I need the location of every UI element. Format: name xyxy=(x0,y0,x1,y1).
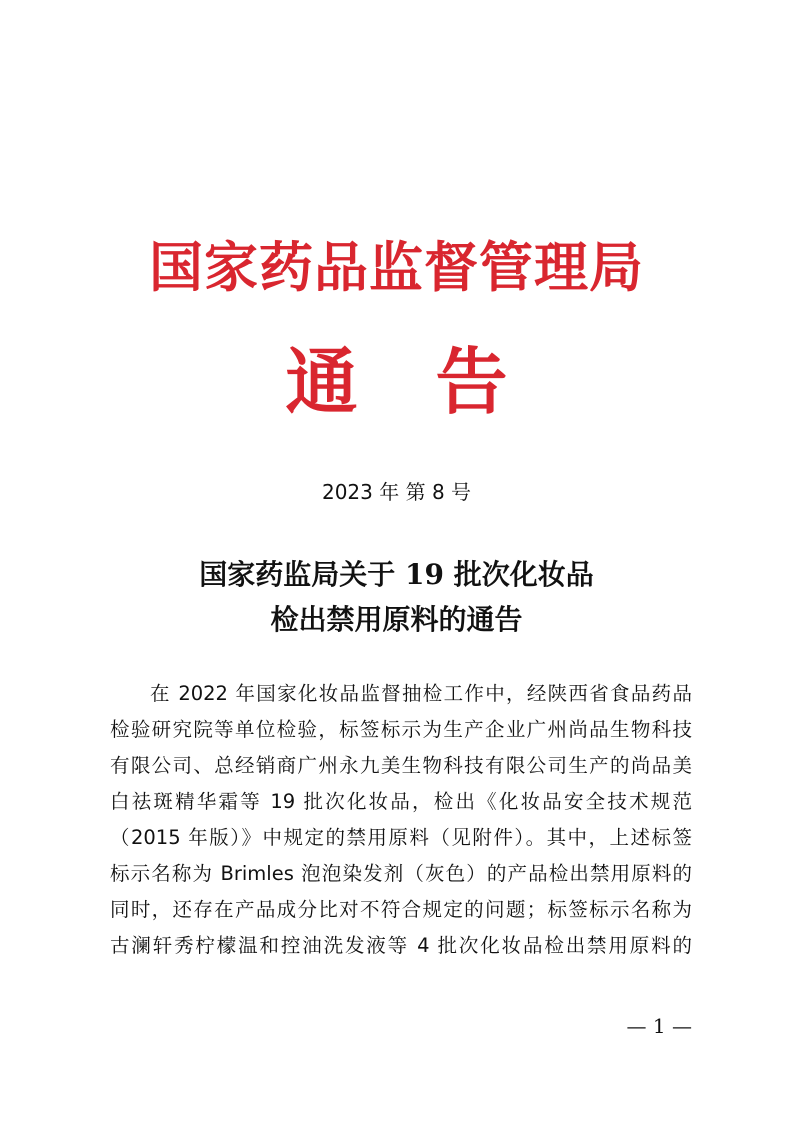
body-line-7: 同时，还存在产品成分比对不符合规定的问题；标签标示名称为 xyxy=(110,898,692,921)
document-title-line-2: 检出禁用原料的通告 xyxy=(270,603,523,636)
body-line-3: 有限公司、总经销商广州永九美生物科技有限公司生产的尚品美 xyxy=(110,754,692,777)
notice-char-1: 通 xyxy=(285,339,358,424)
body-line-4: 白祛斑精华霜等 19 批次化妆品，检出《化妆品安全技术规范 xyxy=(110,790,692,813)
body-line-2: 检验研究院等单位检验，标签标示为生产企业广州尚品生物科技 xyxy=(110,718,692,741)
body-line-5: （2015 年版）》中规定的禁用原料（见附件）。其中，上述标签 xyxy=(110,826,692,849)
agency-title: 国家药品监督管理局 xyxy=(149,235,644,299)
body-line-8: 古澜轩秀柠檬温和控油洗发液等 4 批次化妆品检出禁用原料的 xyxy=(110,934,692,957)
notice-char-2: 告 xyxy=(435,339,508,424)
body-line-1: 在 2022 年国家化妆品监督抽检工作中，经陕西省食品药品 xyxy=(150,682,692,705)
notice-heading xyxy=(0,339,793,424)
page-number: — 1 — xyxy=(626,1014,692,1038)
body-line-6: 标示名称为 Brimles 泡泡染发剂（灰色）的产品检出禁用原料的 xyxy=(110,862,692,885)
document-number: 2023 年 第 8 号 xyxy=(321,480,472,504)
document-title-line-1: 国家药监局关于 19 批次化妆品 xyxy=(199,558,594,591)
